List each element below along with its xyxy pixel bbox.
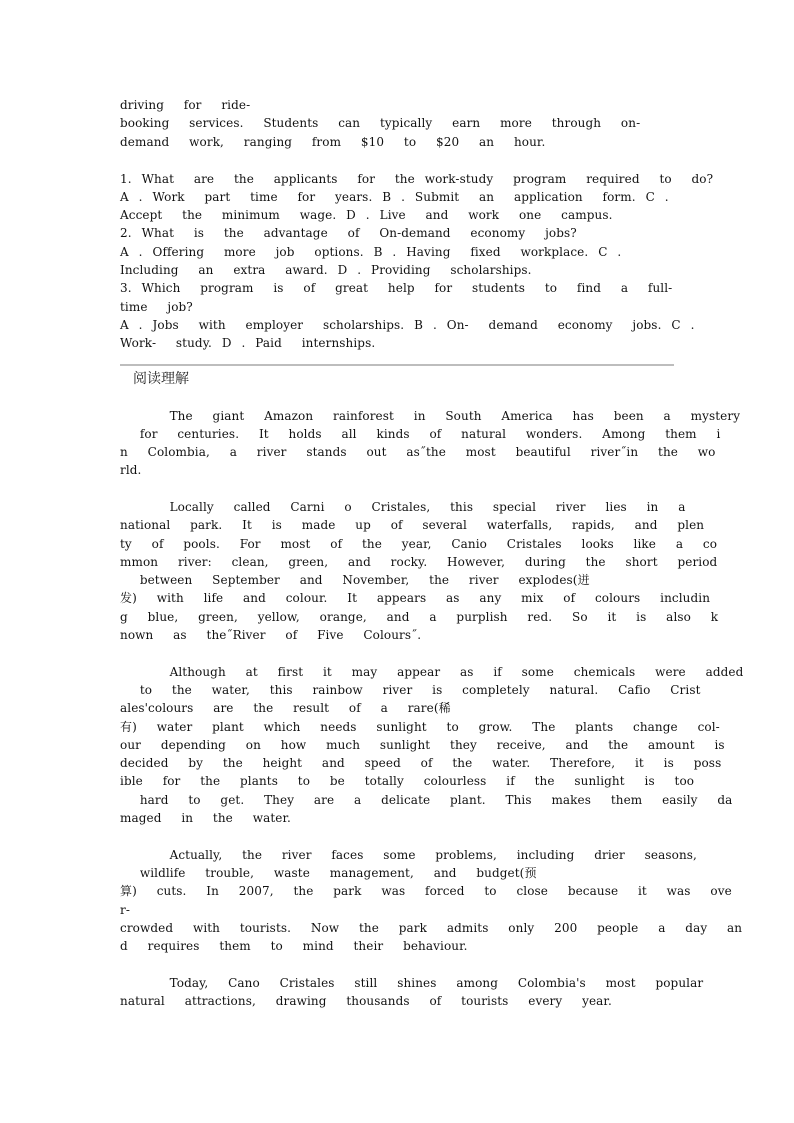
paragraph-line: 发) with life and colour. It appears as any mix of colours includin [120,591,711,606]
paragraph-gap [120,827,676,845]
reading-passage [120,407,744,1011]
paragraph-line: ible for the plants to be totally colourless if the sunlight is too [120,774,695,789]
paragraph [120,846,743,956]
section-title: 阅读理解 [133,371,189,387]
paragraph-line: wildlife trouble, waste management, and budget(预 [120,865,537,880]
question-line: 3. Which program is of great help for students to find a full- [120,281,673,296]
paragraph-line: ales'colours are the result of a rare(稀 [120,701,451,716]
question-line: A . Offering more job options. B . Having fixed workplace. C . [120,244,622,259]
question-line: 1. What are the applicants for the work-study program required to do? [120,171,714,186]
question-line: Including an extra award. D . Providing scholarships. [120,262,532,277]
text-line: demand work, ranging from $10 to $20 an hour. [120,134,546,149]
paragraph-line: crowded with tourists. Now the park admits only 200 people a day an [120,920,743,935]
paragraph-line: hard to get. They are a delicate plant. This makes them easily da [120,792,733,807]
section-divider [120,364,674,366]
text-line: driving for ride- [120,98,251,112]
paragraph-line: n Colombia, a river stands out as˝the most beautiful river˝in the wo [120,445,716,460]
paragraph-line: decided by the height and speed of the water. Therefore, it is poss [120,756,722,771]
question-line: A . Jobs with employer scholarships. B . On- demand economy jobs. C . [120,317,695,332]
questions-block [120,170,714,353]
paragraph-line: Although at first it may appear as if some chemicals were added [120,664,744,679]
paragraph-line: natural attractions, drawing thousands of tourists every year. [120,994,612,1008]
paragraph-line: 有) water plant which needs sunlight to grow. The plants change col- [120,719,720,734]
question-line: time job? [120,299,193,314]
paragraph-gap [120,955,676,973]
paragraph-line: 算) cuts. In 2007, the park was forced to close because it was ove [120,884,732,899]
paragraph [120,498,719,644]
paragraph-line: nown as the˝River of Five Colours˝. [120,628,422,643]
paragraph-gap [120,480,676,498]
question-line: Accept the minimum wage. D . Live and work one campus. [120,208,613,223]
paragraph-line: r- [120,902,130,917]
paragraph-line: Actually, the river faces some problems, including drier seasons, [120,847,697,862]
paragraph-line: ty of pools. For most of the year, Canio Cristales looks like a co [120,536,718,551]
text-line: booking services. Students can typically earn more through on- [120,116,641,131]
paragraph-gap [120,644,676,662]
question-line: Work- study. D . Paid internships. [120,336,376,351]
paragraph-line: Locally called Carni o Cristales, this special river lies in a [120,499,686,514]
paragraph [120,974,704,1011]
paragraph-line: rld. [120,463,142,478]
question-line: A . Work part time for years. B . Submit an application form. C . [120,189,669,204]
paragraph-line: d requires them to mind their behaviour. [120,939,468,954]
paragraph-line: between September and November, the river explodes(迸 [120,573,590,588]
paragraph-line: for centuries. It holds all kinds of natural wonders. Among them i [120,426,721,441]
paragraph-line: maged in the water. [120,811,291,826]
continued-passage-text [120,96,676,151]
paragraph-line: mmon river: clean, green, and rocky. However, during the short period [120,554,718,569]
paragraph-line: our depending on how much sunlight they receive, and the amount is [120,737,725,752]
paragraph [120,407,741,480]
paragraph-line: g blue, green, yellow, orange, and a purplish red. So it is also k [120,609,719,624]
paragraph [120,663,744,828]
paragraph-line: The giant Amazon rainforest in South America has been a mystery [120,408,741,423]
paragraph-line: Today, Cano Cristales still shines among Colombia's most popular [120,975,704,990]
question-line: 2. What is the advantage of On-demand economy jobs? [120,226,577,241]
paragraph-line: national park. It is made up of several waterfalls, rapids, and plen [120,518,705,533]
paragraph-line: to the water, this rainbow river is completely natural. Cafio Crist [120,682,701,697]
